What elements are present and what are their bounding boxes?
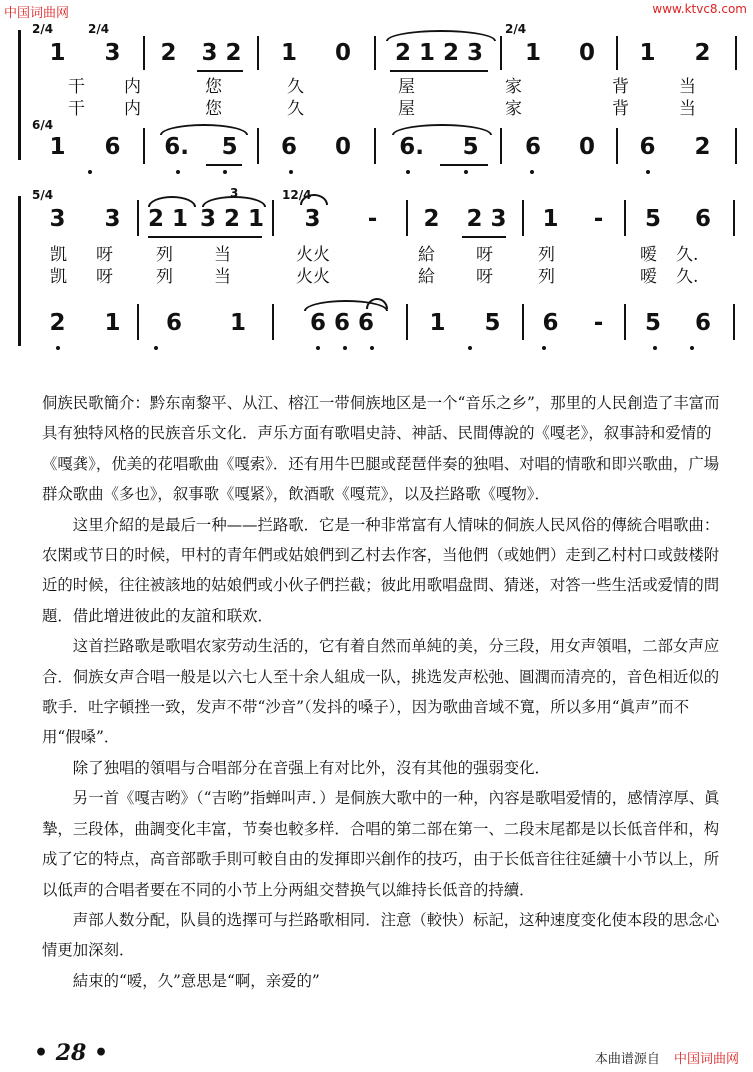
bar-line: [735, 128, 737, 164]
slur-mark: [202, 196, 266, 207]
note: 5: [221, 134, 238, 160]
time-signature: 2/4: [505, 22, 527, 36]
note: 2: [423, 206, 440, 232]
lyric-char: 干: [68, 99, 85, 119]
underline-mark: [440, 164, 488, 166]
jianpu-score: [0, 0, 753, 370]
note: 0: [334, 40, 351, 66]
bar-line: [500, 36, 502, 70]
bar-line: [137, 200, 139, 236]
lyric-char: 屋: [398, 77, 415, 97]
lyric-char: 背: [612, 77, 629, 97]
time-signature: 12/4: [282, 188, 312, 202]
lyric-char: 凯: [50, 245, 67, 265]
underline-mark: [148, 236, 262, 238]
lyric-char: 給: [418, 267, 435, 287]
note: 1: [49, 134, 66, 160]
lower-octave-dot: [223, 170, 227, 174]
bar-line: [500, 128, 502, 164]
bar-line: [616, 128, 618, 164]
underline-mark: [206, 164, 242, 166]
note: 1: [280, 40, 297, 66]
source-site-link[interactable]: 中国词曲网: [673, 1052, 739, 1067]
bar-line: [733, 200, 735, 236]
page-number: • 28 •: [34, 1040, 109, 1066]
note: 2 3: [466, 206, 507, 232]
lyric-char: 当: [214, 267, 231, 287]
lyric-char: 呀: [476, 267, 493, 287]
note: 6.: [164, 134, 190, 160]
lower-octave-dot: [88, 170, 92, 174]
paragraph: 声部人数分配，队員的选擇可与拦路歌相同．注意（較快）标記，这种速度变化使本段的思念心情更加深刻．: [42, 910, 720, 960]
slur-mark: [160, 124, 248, 135]
lower-octave-dot: [468, 346, 472, 350]
time-signature: 2/4: [88, 22, 110, 36]
lyric-char: 呀: [96, 267, 113, 287]
lyric-char: 嗳: [640, 267, 657, 287]
bar-line: [137, 304, 139, 340]
lower-octave-dot: [646, 170, 650, 174]
bar-line: [143, 36, 145, 70]
lyric-char: 火火: [296, 245, 330, 265]
paragraph: 除了独唱的領唱与合唱部分在音强上有对比外，沒有其他的强弱变化．: [72, 758, 550, 777]
bar-line: [272, 200, 274, 236]
lyric-char: 列: [538, 267, 555, 287]
note: 6: [524, 134, 541, 160]
lyric-char: 火火: [296, 267, 330, 287]
site-watermark-right: www.ktvc8.com: [652, 2, 747, 16]
note: 2: [160, 40, 177, 66]
underline-mark: [462, 236, 506, 238]
note: 3: [49, 206, 66, 232]
bar-line: [374, 36, 376, 70]
bar-line: [522, 304, 524, 340]
note: 1: [229, 310, 246, 336]
lower-octave-dot: [289, 170, 293, 174]
note: 2: [694, 134, 711, 160]
note: -: [593, 310, 604, 336]
lyric-char: 呀: [96, 245, 113, 265]
lyrics-line-1: [0, 72, 753, 97]
note: 6: [542, 310, 559, 336]
bar-line: [624, 200, 626, 236]
note: 6: [165, 310, 182, 336]
note: 1: [639, 40, 656, 66]
bar-line: [406, 200, 408, 236]
lower-octave-dot: [406, 170, 410, 174]
lower-octave-dot: [154, 346, 158, 350]
lyric-char: 久.: [676, 267, 699, 287]
source-label: 本曲谱源自: [594, 1052, 660, 1067]
note: 6: [104, 134, 121, 160]
lyric-char: 背: [612, 99, 629, 119]
time-signature: 2/4: [32, 22, 54, 36]
lower-octave-dot: [56, 346, 60, 350]
lyric-char: 久: [287, 99, 304, 119]
note: 6: [639, 134, 656, 160]
bar-line: [257, 36, 259, 70]
lyric-char: 呀: [476, 245, 493, 265]
note: 0: [334, 134, 351, 160]
lyric-char: 凯: [50, 267, 67, 287]
slur-mark: [148, 196, 196, 207]
bar-line: [406, 304, 408, 340]
note: -: [593, 206, 604, 232]
lyric-char: 嗳: [640, 245, 657, 265]
triplet-mark: 3: [230, 186, 239, 200]
lyrics-line-1: [0, 240, 753, 265]
paragraph: 这首拦路歌是歌唱农家劳动生活的，它有着自然而单純的美，分三段，用女声領唱，二部女声应合．侗族女声合唱一般是以六七人至十余人組成一队，挑选发声松弛、圓潤而清亮的，音色相近似的歌手．吐字頓挫一致，发声不带“沙音”（发抖的嗓子），因为歌曲音域不寬，所以多用“眞声”而不用“假嗓”．: [42, 637, 720, 747]
note: 0: [578, 40, 595, 66]
bar-line: [735, 36, 737, 70]
source-credit: [595, 1048, 739, 1067]
bar-line: [272, 304, 274, 340]
bar-line: [257, 128, 259, 164]
note: 2: [694, 40, 711, 66]
time-signature: 5/4: [32, 188, 54, 202]
lyric-char: 家: [505, 99, 522, 119]
bar-line: [143, 128, 145, 164]
note: 5: [644, 310, 661, 336]
lyric-char: 屋: [398, 99, 415, 119]
note: -: [367, 206, 378, 232]
slur-mark: [386, 30, 496, 41]
lyric-char: 列: [538, 245, 555, 265]
fermata-mark: [366, 298, 388, 309]
bar-line: [522, 200, 524, 236]
paragraph: 另一首《嘎吉哟》（“吉哟”指蝉叫声．）是侗族大歌中的一种，內容是歌唱爱情的，感情淳厚、眞摯，三段体，曲調变化丰富，节奏也較多样．合唱的第二部在第一、二段末尾都是以长低音伴和，构成了它的特点，高音部歌手則可較自由的发揮即兴創作的技巧，由于长低音往往延續十小节以上，所以低声的合唱者要在不同的小节上分两組交替换气以維持长低音的持續．: [42, 789, 720, 899]
bar-line: [616, 36, 618, 70]
article-body: [42, 388, 723, 996]
site-watermark-left: 中国词曲网: [4, 6, 70, 21]
lower-octave-dot: [530, 170, 534, 174]
note: 3 2: [201, 40, 242, 66]
lyric-char: 当: [679, 99, 696, 119]
note: 5: [484, 310, 501, 336]
lyric-char: 当: [679, 77, 696, 97]
note: 3: [304, 206, 321, 232]
lyrics-line-2: [0, 262, 753, 287]
lower-octave-dot: [542, 346, 546, 350]
note: 5: [462, 134, 479, 160]
lower-octave-dot: [316, 346, 320, 350]
bar-line: [374, 128, 376, 164]
lyric-char: 給: [418, 245, 435, 265]
note: 6: [280, 134, 297, 160]
time-signature: 6/4: [32, 118, 54, 132]
paragraph: 这里介紹的是最后一种——拦路歌．它是一种非常富有人情味的侗族人民风俗的傳統合唱歌曲：农閑或节日的时候，甲村的青年們或姑娘們到乙村去作客，当他們（或她們）走到乙村村口或鼓楼附近的时候，往往被該地的姑娘們或小伙子們拦截；彼此用歌唱盘問、猜迷，对答一些生活或爱情的問題．借此增进彼此的友誼和联欢．: [42, 515, 720, 625]
lyrics-line-2: [0, 94, 753, 119]
note: 1: [542, 206, 559, 232]
bar-line: [624, 304, 626, 340]
lyric-char: 家: [505, 77, 522, 97]
lyric-char: 内: [124, 99, 141, 119]
lyric-char: 久: [287, 77, 304, 97]
note: 1: [429, 310, 446, 336]
lyric-char: 当: [214, 245, 231, 265]
lower-octave-dot: [176, 170, 180, 174]
fermata-mark: [300, 194, 328, 205]
note: 6: [694, 310, 711, 336]
lower-octave-dot: [370, 346, 374, 350]
note: 3 2 1: [199, 206, 264, 232]
note: 1: [104, 310, 121, 336]
note: 0: [578, 134, 595, 160]
paragraph: 結束的“嗳，久”意思是“啊，亲爱的”: [72, 971, 320, 990]
lower-octave-dot: [343, 346, 347, 350]
note: 5: [644, 206, 661, 232]
note: 2: [49, 310, 66, 336]
lyric-char: 干: [68, 77, 85, 97]
lyric-char: 列: [156, 267, 173, 287]
lyric-char: 内: [124, 77, 141, 97]
lower-octave-dot: [690, 346, 694, 350]
note: 1: [49, 40, 66, 66]
note: 1: [524, 40, 541, 66]
note: 6: [694, 206, 711, 232]
note: 3: [104, 40, 121, 66]
paragraph: 侗族民歌簡介：黔东南黎平、从江、榕江一带侗族地区是一个“音乐之乡”，那里的人民創造了丰富而具有独特风格的民族音乐文化．声乐方面有歌唱史詩、神話、民間傳說的《嘎老》，叙事詩和爱情的《嘎龚》，优美的花唱歌曲《嘎索》．还有用牛巴腿或琵琶伴奏的独唱、对唱的情歌和即兴歌曲，广場群众歌曲《多也》，叙事歌《嘎紧》，飲酒歌《嘎荒》，以及拦路歌《嘎物》．: [42, 394, 720, 504]
slur-mark: [392, 124, 492, 135]
lyric-char: 列: [156, 245, 173, 265]
bar-line: [733, 304, 735, 340]
note: 2 1 2 3: [394, 40, 484, 66]
lyric-char: 您: [205, 77, 222, 97]
lyric-char: 久.: [676, 245, 699, 265]
note: 6.: [399, 134, 425, 160]
lower-octave-dot: [464, 170, 468, 174]
note: 6 6 6: [309, 310, 375, 336]
note: 2 1: [147, 206, 188, 232]
note: 3: [104, 206, 121, 232]
lower-octave-dot: [653, 346, 657, 350]
lyric-char: 您: [205, 99, 222, 119]
